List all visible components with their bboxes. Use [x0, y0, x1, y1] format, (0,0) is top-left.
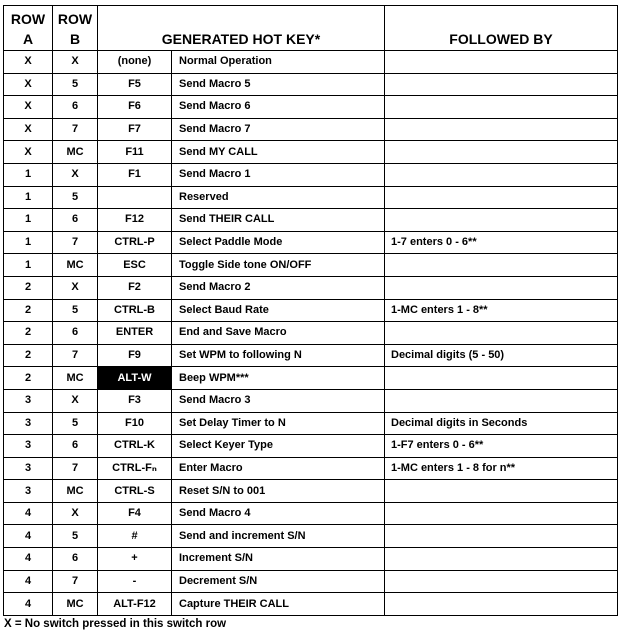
table-row [4, 389, 618, 412]
cell-hot-key: (none) [98, 51, 172, 74]
cell-row-b: 6 [53, 96, 98, 119]
cell-followed-by [385, 322, 618, 345]
table-row [4, 209, 618, 232]
header-row-a-line1: ROW [10, 11, 46, 27]
cell-row-b: MC [53, 254, 98, 277]
table-row [4, 344, 618, 367]
cell-row-b: X [53, 276, 98, 299]
header-row-a-line2: A [22, 31, 34, 47]
cell-description: Send Macro 3 [172, 389, 385, 412]
cell-row-a: 4 [4, 525, 53, 548]
cell-row-b: X [53, 502, 98, 525]
cell-row-a: 1 [4, 163, 53, 186]
cell-hot-key: F10 [98, 412, 172, 435]
cell-description: Normal Operation [172, 51, 385, 74]
table-row [4, 299, 618, 322]
cell-row-a: 1 [4, 231, 53, 254]
cell-row-b: 5 [53, 73, 98, 96]
cell-row-b: 5 [53, 186, 98, 209]
cell-hot-key: ALT-W [98, 367, 172, 390]
cell-followed-by [385, 141, 618, 164]
cell-description: Reset S/N to 001 [172, 480, 385, 503]
cell-followed-by [385, 525, 618, 548]
table-row [4, 457, 618, 480]
header-followed-by: FOLLOWED BY [385, 6, 618, 51]
table-row [4, 593, 618, 616]
cell-description: Send Macro 2 [172, 276, 385, 299]
cell-row-b: 7 [53, 570, 98, 593]
cell-description: Select Keyer Type [172, 435, 385, 458]
table-row [4, 51, 618, 74]
cell-description: Send THEIR CALL [172, 209, 385, 232]
header-row-a [4, 6, 53, 51]
table-body [4, 51, 618, 616]
table-row [4, 525, 618, 548]
cell-followed-by [385, 186, 618, 209]
table-row [4, 480, 618, 503]
table-row [4, 118, 618, 141]
cell-hot-key: CTRL-Fₙ [98, 457, 172, 480]
cell-row-b: 5 [53, 299, 98, 322]
table-row [4, 548, 618, 571]
table-row [4, 73, 618, 96]
cell-row-a: 4 [4, 570, 53, 593]
cell-row-a: 2 [4, 344, 53, 367]
table-row [4, 231, 618, 254]
cell-row-a: 1 [4, 186, 53, 209]
cell-row-b: 7 [53, 118, 98, 141]
cell-row-a: 3 [4, 389, 53, 412]
cell-row-b: 5 [53, 412, 98, 435]
cell-description: Select Baud Rate [172, 299, 385, 322]
table-row [4, 96, 618, 119]
cell-followed-by: Decimal digits in Seconds [385, 412, 618, 435]
cell-row-a: 3 [4, 480, 53, 503]
cell-followed-by: Decimal digits (5 - 50) [385, 344, 618, 367]
cell-followed-by: 1-MC enters 1 - 8 for n** [385, 457, 618, 480]
cell-hot-key: ENTER [98, 322, 172, 345]
cell-hot-key: F6 [98, 96, 172, 119]
cell-description: Reserved [172, 186, 385, 209]
cell-hot-key [98, 186, 172, 209]
cell-hot-key: CTRL-B [98, 299, 172, 322]
cell-row-a: X [4, 141, 53, 164]
footnote: X = No switch pressed in this switch row [4, 618, 227, 630]
cell-followed-by [385, 389, 618, 412]
table-row [4, 254, 618, 277]
header-hot-key: GENERATED HOT KEY* [98, 6, 385, 51]
cell-row-a: 1 [4, 254, 53, 277]
cell-hot-key: CTRL-P [98, 231, 172, 254]
cell-followed-by [385, 502, 618, 525]
cell-row-b: 5 [53, 525, 98, 548]
cell-row-a: 2 [4, 299, 53, 322]
cell-row-a: 4 [4, 593, 53, 616]
cell-description: Set WPM to following N [172, 344, 385, 367]
cell-row-a: 4 [4, 502, 53, 525]
cell-hot-key: F5 [98, 73, 172, 96]
cell-row-a: 3 [4, 457, 53, 480]
cell-row-a: 2 [4, 322, 53, 345]
cell-description: Send Macro 6 [172, 96, 385, 119]
cell-row-a: 3 [4, 435, 53, 458]
cell-followed-by [385, 73, 618, 96]
cell-row-b: 7 [53, 231, 98, 254]
table-row [4, 502, 618, 525]
cell-followed-by [385, 96, 618, 119]
cell-row-b: 6 [53, 548, 98, 571]
cell-description: Decrement S/N [172, 570, 385, 593]
cell-description: Increment S/N [172, 548, 385, 571]
cell-row-b: 6 [53, 209, 98, 232]
cell-followed-by [385, 51, 618, 74]
cell-row-b: MC [53, 480, 98, 503]
table-row [4, 141, 618, 164]
cell-row-a: X [4, 118, 53, 141]
cell-hot-key: CTRL-S [98, 480, 172, 503]
cell-followed-by [385, 480, 618, 503]
cell-hot-key: F12 [98, 209, 172, 232]
table-row [4, 276, 618, 299]
header-row-b-line2: B [69, 31, 81, 47]
cell-hot-key: F2 [98, 276, 172, 299]
cell-hot-key: F9 [98, 344, 172, 367]
cell-hot-key: F3 [98, 389, 172, 412]
cell-row-b: 6 [53, 322, 98, 345]
header-row [4, 6, 618, 51]
cell-row-b: X [53, 389, 98, 412]
table-row [4, 186, 618, 209]
cell-row-b: MC [53, 367, 98, 390]
cell-description: Send and increment S/N [172, 525, 385, 548]
cell-hot-key: # [98, 525, 172, 548]
cell-followed-by [385, 367, 618, 390]
cell-followed-by [385, 209, 618, 232]
cell-row-a: 2 [4, 367, 53, 390]
cell-followed-by [385, 548, 618, 571]
cell-followed-by [385, 276, 618, 299]
cell-row-b: 6 [53, 435, 98, 458]
cell-row-a: 3 [4, 412, 53, 435]
cell-description: Enter Macro [172, 457, 385, 480]
cell-row-b: MC [53, 593, 98, 616]
cell-followed-by [385, 570, 618, 593]
cell-hot-key: F11 [98, 141, 172, 164]
cell-followed-by [385, 254, 618, 277]
cell-description: Select Paddle Mode [172, 231, 385, 254]
cell-description: End and Save Macro [172, 322, 385, 345]
cell-row-a: X [4, 96, 53, 119]
cell-followed-by: 1-MC enters 1 - 8** [385, 299, 618, 322]
header-row-b-line1: ROW [57, 11, 93, 27]
cell-hot-key: + [98, 548, 172, 571]
cell-row-a: 1 [4, 209, 53, 232]
cell-row-b: 7 [53, 457, 98, 480]
cell-row-a: 2 [4, 276, 53, 299]
table-row [4, 367, 618, 390]
cell-followed-by: 1-7 enters 0 - 6** [385, 231, 618, 254]
cell-description: Beep WPM*** [172, 367, 385, 390]
table-row [4, 435, 618, 458]
header-row-b [53, 6, 98, 51]
cell-followed-by: 1-F7 enters 0 - 6** [385, 435, 618, 458]
hotkey-table [3, 5, 618, 616]
cell-hot-key: F7 [98, 118, 172, 141]
cell-row-a: X [4, 73, 53, 96]
cell-hot-key: ALT-F12 [98, 593, 172, 616]
cell-description: Toggle Side tone ON/OFF [172, 254, 385, 277]
cell-followed-by [385, 593, 618, 616]
table-row [4, 163, 618, 186]
cell-description: Send Macro 7 [172, 118, 385, 141]
cell-row-b: 7 [53, 344, 98, 367]
cell-row-b: X [53, 51, 98, 74]
cell-hot-key: ESC [98, 254, 172, 277]
cell-hot-key: - [98, 570, 172, 593]
cell-row-a: X [4, 51, 53, 74]
cell-hot-key: F4 [98, 502, 172, 525]
cell-row-b: MC [53, 141, 98, 164]
cell-hot-key: CTRL-K [98, 435, 172, 458]
table-row [4, 570, 618, 593]
cell-description: Send MY CALL [172, 141, 385, 164]
cell-followed-by [385, 118, 618, 141]
cell-row-b: X [53, 163, 98, 186]
cell-row-a: 4 [4, 548, 53, 571]
cell-description: Send Macro 5 [172, 73, 385, 96]
table-row [4, 322, 618, 345]
cell-description: Send Macro 4 [172, 502, 385, 525]
cell-followed-by [385, 163, 618, 186]
cell-description: Set Delay Timer to N [172, 412, 385, 435]
cell-description: Capture THEIR CALL [172, 593, 385, 616]
cell-hot-key: F1 [98, 163, 172, 186]
cell-description: Send Macro 1 [172, 163, 385, 186]
table-row [4, 412, 618, 435]
